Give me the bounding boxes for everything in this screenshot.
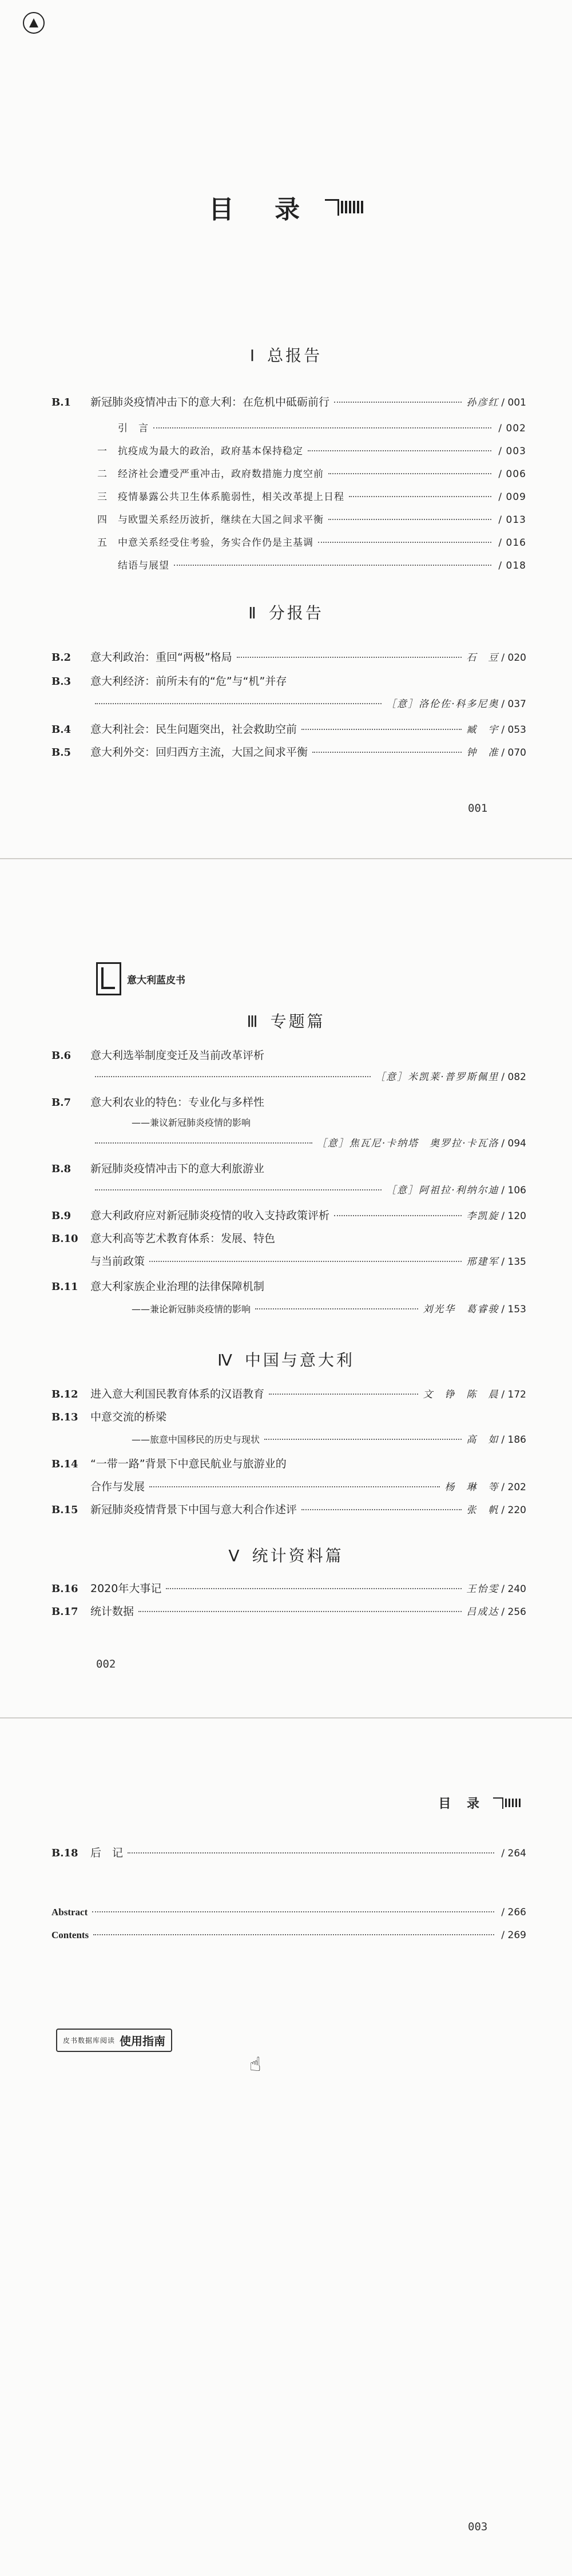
entry-author: ［意］阿祖拉·利纳尔迪 — [386, 1185, 499, 1196]
entry-code: B.9 — [51, 1210, 72, 1222]
section-heading-3 — [0, 1009, 572, 1032]
database-guide-link[interactable] — [56, 2029, 172, 2052]
entry-author: 张 帆 — [466, 1505, 499, 1516]
toc-subentry[interactable] — [97, 467, 526, 482]
toc-entry-contents[interactable] — [51, 1928, 526, 1943]
leader-dots — [269, 1394, 418, 1395]
entry-page: / 240 — [501, 1583, 526, 1595]
toc-subentry[interactable] — [97, 421, 526, 436]
toc-entry-b10[interactable] — [51, 1231, 526, 1247]
leader-dots — [237, 657, 462, 658]
toc-entry-b2[interactable] — [51, 650, 526, 665]
toc-heading — [0, 189, 572, 225]
entry-subtitle: ——兼议新冠肺炎疫情的影响 — [132, 1117, 251, 1128]
entry-page: / 256 — [501, 1606, 526, 1618]
series-badge — [96, 962, 185, 995]
toc-entry-b14-continued[interactable] — [90, 1479, 526, 1495]
entry-title: 意大利高等艺术教育体系：发展、特色 — [90, 1232, 276, 1245]
leader-dots — [334, 402, 462, 403]
leader-dots — [138, 1611, 462, 1612]
leader-dots — [308, 450, 491, 451]
entry-title: 新冠肺炎疫情冲击下的意大利旅游业 — [90, 1162, 265, 1175]
section-title: 中国与意大利 — [244, 1351, 355, 1370]
subentry-number: 五 — [97, 537, 108, 549]
toc-entry-b7-subtitle[interactable] — [132, 1116, 526, 1130]
entry-author: 李凯旋 — [466, 1210, 499, 1222]
page-number: 002 — [96, 1658, 116, 1670]
entry-title: 意大利农业的特色：专业化与多样性 — [90, 1096, 265, 1109]
section-title: 分报告 — [268, 604, 324, 622]
subentry-number: 二 — [97, 469, 108, 480]
page-number: 003 — [468, 2521, 488, 2533]
entry-page: / 220 — [501, 1505, 526, 1516]
entry-title: 意大利政治：重回“两极”格局 — [90, 651, 232, 664]
entry-page: / 020 — [501, 652, 526, 664]
entry-page: / 094 — [501, 1138, 526, 1149]
toc-entry-b4[interactable] — [51, 722, 526, 737]
entry-title: 新冠肺炎疫情背景下中国与意大利合作述评 — [90, 1503, 297, 1516]
toc-entry-b8-continued[interactable] — [90, 1183, 526, 1198]
entry-subtitle: ——兼论新冠肺炎疫情的影响 — [132, 1304, 251, 1315]
series-book-icon — [96, 962, 121, 995]
entry-title: Contents — [51, 1930, 89, 1940]
section-heading-4 — [0, 1348, 572, 1371]
toc-entry-b18[interactable] — [51, 1845, 526, 1861]
entry-title: 与当前政策 — [90, 1255, 145, 1268]
leader-dots — [264, 1439, 462, 1440]
section-title: 统计资料篇 — [252, 1546, 344, 1565]
subentry-number: 四 — [97, 514, 108, 526]
subentry-page: / 003 — [498, 446, 526, 457]
entry-code: B.7 — [51, 1097, 72, 1109]
toc-page-1 — [0, 0, 572, 858]
leader-dots — [95, 1076, 371, 1077]
entry-code: B.6 — [51, 1050, 72, 1062]
entry-author: 邢建军 — [466, 1256, 499, 1268]
subentry-title: 中意关系经受住考验，务实合作仍是主基调 — [118, 537, 313, 549]
publisher-badge — [23, 10, 45, 35]
entry-title: 意大利社会：民生问题突出，社会救助空前 — [90, 723, 297, 736]
entry-code: B.11 — [51, 1281, 78, 1293]
entry-author: 石 豆 — [466, 652, 499, 664]
entry-page: / 070 — [501, 747, 526, 759]
toc-title: 目 录 — [208, 195, 316, 224]
subentry-title: 与欧盟关系经历波折，继续在大国之间求平衡 — [118, 514, 324, 526]
entry-page: / 135 — [501, 1256, 526, 1268]
toc-subentry[interactable] — [97, 535, 526, 550]
subentry-number: 一 — [97, 446, 108, 457]
subentry-page: / 009 — [498, 491, 526, 503]
leader-dots — [334, 1215, 462, 1216]
entry-title: 2020年大事记 — [90, 1582, 162, 1595]
entry-code: B.12 — [51, 1388, 78, 1400]
entry-code: B.16 — [51, 1583, 78, 1595]
entry-title: 意大利外交：回归西方主流，大国之间求平衡 — [90, 746, 308, 759]
entry-title: “一带一路”背景下中意民航业与旅游业的 — [90, 1458, 287, 1470]
entry-code: B.8 — [51, 1163, 72, 1175]
leader-dots — [349, 496, 491, 497]
section-title: 专题篇 — [270, 1012, 325, 1031]
entry-page: / 266 — [501, 1907, 526, 1918]
entry-title: 意大利选举制度变迁及当前改革评析 — [90, 1049, 265, 1062]
entry-author: 吕成达 — [466, 1606, 499, 1618]
toc-entry-b7-continued[interactable] — [90, 1136, 526, 1151]
toc-entry-b5[interactable] — [51, 745, 526, 760]
entry-author: ［意］米凯莱·普罗斯佩里 — [375, 1071, 499, 1083]
toc-entry-b12[interactable] — [51, 1387, 526, 1402]
section-heading-1 — [0, 343, 572, 366]
section-heading-5 — [0, 1543, 572, 1566]
entry-code: B.17 — [51, 1606, 78, 1618]
toc-entry-b11-subtitle[interactable] — [132, 1302, 526, 1317]
leader-dots — [301, 1509, 462, 1510]
entry-title: 后 记 — [90, 1847, 124, 1859]
toc-entry-b6[interactable] — [51, 1048, 526, 1063]
toc-subentry[interactable] — [97, 444, 526, 459]
entry-code: B.3 — [51, 676, 72, 688]
entry-title: 统计数据 — [90, 1605, 134, 1618]
toc-running-head — [438, 1794, 521, 1812]
section-numeral: Ⅲ — [247, 1012, 260, 1031]
entry-author: 文 铮 陈 晨 — [423, 1389, 499, 1400]
toc-title: 目 录 — [438, 1797, 485, 1811]
subentry-title: 抗疫成为最大的政治，政府基本保持稳定 — [118, 446, 303, 457]
entry-author: 刘光华 葛睿骏 — [423, 1304, 499, 1315]
entry-author: 臧 宇 — [466, 724, 499, 736]
entry-page: / 269 — [501, 1930, 526, 1941]
pointing-hand-icon: ☝ — [249, 2053, 261, 2076]
section-heading-2 — [0, 601, 572, 624]
entry-code: B.2 — [51, 652, 72, 664]
entry-author: 王怡雯 — [466, 1583, 499, 1595]
entry-page: / 153 — [501, 1304, 526, 1315]
entry-page: / 106 — [501, 1185, 526, 1196]
leader-dots — [149, 1486, 440, 1487]
entry-page: / 001 — [501, 397, 526, 408]
entry-author: ［意］焦瓦尼·卡纳塔 奥罗拉·卡瓦洛 — [316, 1138, 499, 1149]
entry-page: / 082 — [501, 1071, 526, 1083]
leader-dots — [153, 427, 491, 428]
guide-big-text: 使用指南 — [120, 2034, 166, 2048]
entry-title: 意大利经济：前所未有的“危”与“机”并存 — [90, 675, 287, 688]
publisher-logo-icon — [23, 12, 45, 34]
section-numeral: Ⅳ — [217, 1351, 235, 1370]
toc-decoration-icon — [493, 1797, 521, 1809]
entry-author: ［意］洛伦佐·科多尼奥 — [386, 698, 499, 710]
entry-page: / 172 — [501, 1389, 526, 1400]
toc-entry-b9[interactable] — [51, 1208, 526, 1224]
leader-dots — [318, 542, 491, 543]
leader-dots — [166, 1588, 462, 1589]
subentry-page: / 016 — [498, 537, 526, 549]
subentry-title: 引 言 — [118, 423, 149, 434]
leader-dots — [328, 473, 491, 474]
entry-page: / 202 — [501, 1482, 526, 1493]
toc-subentry[interactable] — [97, 558, 526, 573]
subentry-title: 经济社会遭受严重冲击，政府数措施力度空前 — [118, 469, 324, 480]
series-label: 意大利蓝皮书 — [127, 974, 185, 986]
section-numeral: Ⅰ — [249, 346, 257, 365]
leader-dots — [255, 1308, 418, 1309]
toc-decoration-icon — [325, 199, 363, 216]
entry-page: / 053 — [501, 724, 526, 736]
entry-title: 中意交流的桥梁 — [90, 1411, 167, 1423]
leader-dots — [92, 1911, 494, 1912]
entry-subtitle: ——旅意中国移民的历史与现状 — [132, 1434, 260, 1445]
entry-page: / 186 — [501, 1434, 526, 1446]
section-numeral: Ⅱ — [248, 604, 259, 622]
leader-dots — [149, 1261, 462, 1262]
subentry-title: 结语与展望 — [118, 560, 169, 571]
entry-title: Abstract — [51, 1907, 88, 1918]
toc-entry-b1[interactable] — [51, 395, 526, 410]
entry-title: 合作与发展 — [90, 1480, 145, 1493]
toc-entry-b15[interactable] — [51, 1502, 526, 1518]
toc-entry-b11[interactable] — [51, 1279, 526, 1295]
leader-dots — [95, 703, 382, 704]
entry-title: 意大利政府应对新冠肺炎疫情的收入支持政策评析 — [90, 1209, 330, 1222]
entry-code: B.4 — [51, 724, 72, 736]
leader-dots — [301, 729, 462, 730]
entry-author: 钟 准 — [466, 747, 499, 759]
leader-dots — [174, 565, 491, 566]
entry-title: 进入意大利国民教育体系的汉语教育 — [90, 1388, 265, 1400]
entry-title: 新冠肺炎疫情冲击下的意大利：在危机中砥砺前行 — [90, 396, 330, 408]
entry-code: B.15 — [51, 1504, 78, 1516]
toc-entry-b14[interactable] — [51, 1456, 526, 1472]
section-numeral: Ⅴ — [228, 1546, 242, 1565]
toc-entry-b10-continued[interactable] — [90, 1254, 526, 1269]
entry-author: 杨 琳 等 — [444, 1482, 499, 1493]
subentry-title: 疫情暴露公共卫生体系脆弱性，相关改革提上日程 — [118, 491, 344, 503]
subentry-page: / 018 — [498, 560, 526, 571]
section-title: 总报告 — [267, 346, 323, 365]
entry-page: / 037 — [501, 698, 526, 710]
leader-dots — [312, 752, 462, 753]
subentry-number: 三 — [97, 491, 108, 503]
toc-entry-b16[interactable] — [51, 1581, 526, 1597]
guide-small-text: 皮书数据库阅读 — [63, 2037, 116, 2045]
leader-dots — [128, 1852, 494, 1853]
toc-entry-b7[interactable] — [51, 1095, 526, 1110]
toc-entry-b13[interactable] — [51, 1410, 526, 1425]
leader-dots — [95, 1189, 382, 1190]
toc-entry-b6-continued[interactable] — [90, 1070, 526, 1085]
entry-code: B.14 — [51, 1458, 78, 1470]
entry-code: B.13 — [51, 1411, 78, 1423]
entry-code: B.1 — [51, 396, 72, 408]
toc-page-3 — [0, 1718, 572, 2576]
subentry-page: / 002 — [498, 423, 526, 434]
entry-code: B.18 — [51, 1847, 78, 1859]
subentry-page: / 013 — [498, 514, 526, 526]
entry-author: 孙彦红 — [466, 397, 499, 408]
toc-entry-b3[interactable] — [51, 674, 526, 689]
entry-page: / 120 — [501, 1210, 526, 1222]
toc-entry-b13-subtitle[interactable] — [132, 1432, 526, 1447]
leader-dots — [93, 1934, 494, 1935]
toc-page-2 — [0, 859, 572, 1717]
page-number: 001 — [468, 802, 488, 815]
toc-entry-b17[interactable] — [51, 1604, 526, 1620]
toc-entry-abstract[interactable] — [51, 1905, 526, 1920]
entry-page: / 264 — [501, 1848, 526, 1859]
leader-dots — [328, 519, 491, 520]
entry-code: B.10 — [51, 1233, 78, 1245]
toc-subentry[interactable] — [97, 490, 526, 505]
entry-title: 意大利家族企业治理的法律保障机制 — [90, 1280, 265, 1293]
toc-subentry[interactable] — [97, 513, 526, 527]
leader-dots — [95, 1142, 312, 1144]
toc-entry-b8[interactable] — [51, 1161, 526, 1177]
entry-author: 高 如 — [466, 1434, 499, 1446]
subentry-page: / 006 — [498, 469, 526, 480]
entry-code: B.5 — [51, 747, 72, 759]
toc-entry-b3-continued[interactable] — [90, 697, 526, 712]
